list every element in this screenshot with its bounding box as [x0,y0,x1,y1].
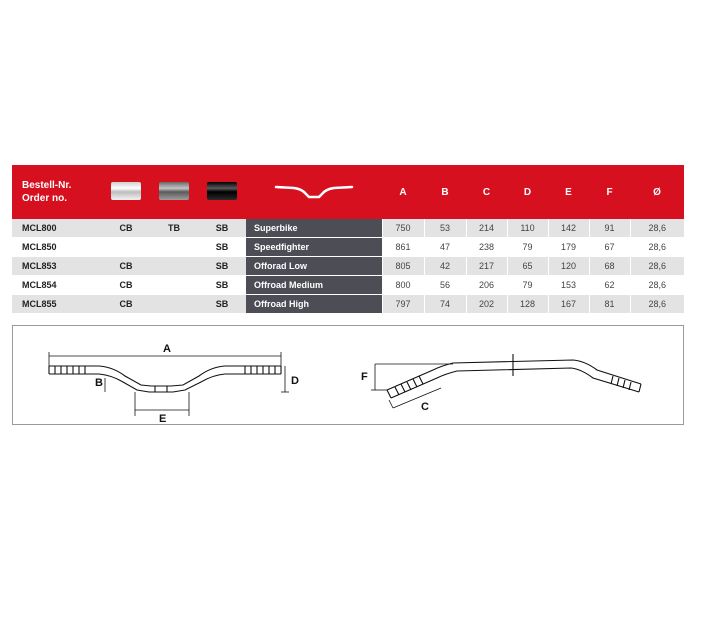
dim-label-b: B [95,377,103,389]
value-c: 238 [466,238,507,257]
value-b: 56 [424,276,466,295]
finish-sb: SB [198,257,246,276]
value-diameter: 28,6 [630,219,684,238]
value-f: 62 [589,276,630,295]
dim-label-d: D [291,375,299,387]
value-b: 53 [424,219,466,238]
finish-tb [150,257,198,276]
finish-tb: TB [150,219,198,238]
value-e: 179 [548,238,589,257]
finish-sb: SB [198,238,246,257]
value-diameter: 28,6 [630,238,684,257]
table-row [12,238,684,257]
table-row [12,295,684,314]
value-a: 797 [382,295,424,314]
dim-header-c: C [466,165,507,219]
dim-label-e: E [159,413,167,425]
finish-cb: CB [102,295,150,314]
model-name: Offroad Medium [246,276,382,295]
value-c: 206 [466,276,507,295]
left-grip-knurl-icon [55,366,85,374]
value-e: 120 [548,257,589,276]
handlebar-dimension-drawing [13,326,685,426]
order-number: MCL854 [12,276,102,295]
finish-sb: SB [198,276,246,295]
handlebar-shape-header [246,165,382,219]
order-number: MCL850 [12,238,102,257]
value-diameter: 28,6 [630,257,684,276]
finish-tb [150,276,198,295]
side-view-dimension-lines [371,364,453,408]
value-d: 79 [507,238,548,257]
order-number-header [12,165,102,219]
value-c: 214 [466,219,507,238]
value-a: 861 [382,238,424,257]
value-b: 42 [424,257,466,276]
value-d: 110 [507,219,548,238]
value-e: 167 [548,295,589,314]
dim-label-f: F [361,371,368,383]
value-f: 68 [589,257,630,276]
dim-header-diameter: Ø [630,165,684,219]
value-c: 202 [466,295,507,314]
value-d: 128 [507,295,548,314]
dim-header-a: A [382,165,424,219]
model-name: Superbike [246,219,382,238]
order-number: MCL853 [12,257,102,276]
finish-sb: SB [198,295,246,314]
front-view-dimension-lines [49,352,289,416]
dimension-diagram [12,325,684,425]
model-name: Speedfighter [246,238,382,257]
value-diameter: 28,6 [630,295,684,314]
value-a: 805 [382,257,424,276]
chrome-bar-swatch [111,182,141,200]
finish-sb: SB [198,219,246,238]
value-e: 153 [548,276,589,295]
right-grip-knurl-icon [245,366,275,374]
dim-header-b: B [424,165,466,219]
model-name: Offorad Low [246,257,382,276]
finish-cb-header [102,165,150,219]
finish-cb: CB [102,276,150,295]
dim-header-e: E [548,165,589,219]
order-number: MCL800 [12,219,102,238]
side-view-handlebar [387,354,641,398]
finish-cb: CB [102,219,150,238]
order-number: MCL855 [12,295,102,314]
dim-label-c: C [421,401,429,413]
value-a: 800 [382,276,424,295]
dim-label-a: A [163,343,171,355]
value-c: 217 [466,257,507,276]
table-row [12,257,684,276]
black-bar-swatch [207,182,237,200]
table-row [12,276,684,295]
value-f: 91 [589,219,630,238]
value-f: 81 [589,295,630,314]
value-d: 65 [507,257,548,276]
model-name: Offroad High [246,295,382,314]
finish-tb [150,238,198,257]
table-row [12,219,684,238]
finish-cb: CB [102,257,150,276]
finish-cb [102,238,150,257]
value-a: 750 [382,219,424,238]
titanium-bar-swatch [159,182,189,200]
value-diameter: 28,6 [630,276,684,295]
dim-header-d: D [507,165,548,219]
dim-header-f: F [589,165,630,219]
value-e: 142 [548,219,589,238]
value-d: 79 [507,276,548,295]
value-b: 74 [424,295,466,314]
finish-sb-header [198,165,246,219]
front-view-handlebar [49,366,281,392]
finish-tb-header [150,165,198,219]
order-header-en: Order no. [22,193,68,204]
value-f: 67 [589,238,630,257]
order-header-de: Bestell-Nr. [22,180,72,191]
handlebar-outline-icon [272,180,356,202]
finish-tb [150,295,198,314]
value-b: 47 [424,238,466,257]
handlebar-spec-table [12,165,684,314]
